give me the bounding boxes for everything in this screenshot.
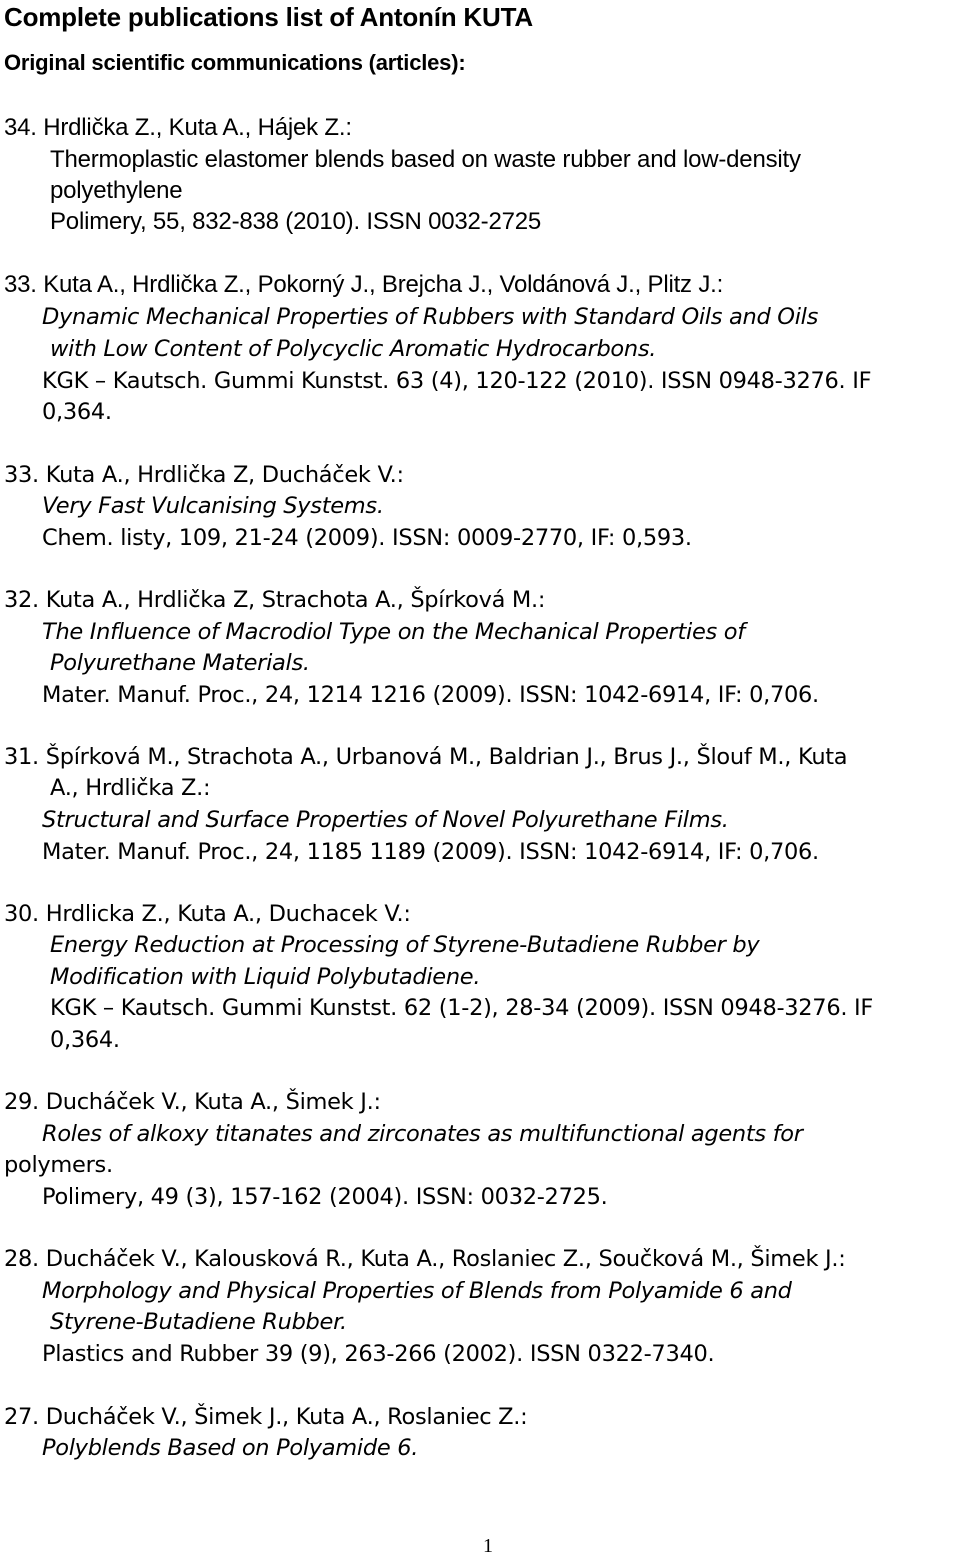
- section-heading: Original scientific communications (articles):: [4, 50, 466, 75]
- publication-title: Morphology and Physical Properties of Blends from Polyamide 6 and: [42, 1278, 792, 1304]
- publication-source: KGK – Kautsch. Gummi Kunstst. 63 (4), 120-122 (2010). ISSN 0948-3276. IF: [42, 368, 872, 394]
- publication-title: with Low Content of Polycyclic Aromatic Hydrocarbons.: [50, 336, 657, 362]
- publication-authors: 31. Špírková M., Strachota A., Urbanová M., Baldrian J., Brus J., Šlouf M., Kuta: [4, 744, 848, 770]
- publication-title: Energy Reduction at Processing of Styrene-Butadiene Rubber by: [50, 932, 760, 958]
- publication-authors: A., Hrdlička Z.:: [50, 775, 211, 801]
- publication-source: Polimery, 49 (3), 157-162 (2004). ISSN: 0032-2725.: [42, 1184, 608, 1210]
- publication-title: Polyblends Based on Polyamide 6.: [42, 1435, 419, 1461]
- publication-source: 0,364.: [50, 1027, 120, 1053]
- publication-authors: 33. Kuta A., Hrdlička Z., Pokorný J., Brejcha J., Voldánová J., Plitz J.:: [4, 271, 724, 298]
- publication-title: Styrene-Butadiene Rubber.: [50, 1309, 347, 1335]
- publication-title: polymers.: [4, 1152, 113, 1178]
- publication-title: Polyurethane Materials.: [50, 650, 310, 676]
- publication-authors: 30. Hrdlicka Z., Kuta A., Duchacek V.:: [4, 901, 411, 927]
- publication-authors: 34. Hrdlička Z., Kuta A., Hájek Z.:: [4, 114, 352, 141]
- publication-title: polyethylene: [50, 177, 183, 204]
- publication-authors: 29. Ducháček V., Kuta A., Šimek J.:: [4, 1089, 381, 1115]
- page-heading: Complete publications list of Antonín KUTA: [4, 2, 533, 32]
- publication-source: Polimery, 55, 832-838 (2010). ISSN 0032-2725: [50, 208, 542, 235]
- page-number: 1: [483, 1535, 493, 1557]
- publication-authors: 32. Kuta A., Hrdlička Z, Strachota A., Špírková M.:: [4, 587, 546, 613]
- publication-title: The Influence of Macrodiol Type on the Mechanical Properties of: [42, 619, 745, 645]
- publication-authors: 33. Kuta A., Hrdlička Z, Ducháček V.:: [4, 462, 404, 488]
- publication-source: Mater. Manuf. Proc., 24, 1185 1189 (2009). ISSN: 1042-6914, IF: 0,706.: [42, 839, 819, 865]
- publication-source: 0,364.: [42, 399, 112, 425]
- publication-title: Roles of alkoxy titanates and zirconates as multifunctional agents for: [42, 1121, 803, 1147]
- publication-authors: 28. Ducháček V., Kalousková R., Kuta A., Roslaniec Z., Součková M., Šimek J.:: [4, 1246, 846, 1272]
- publication-title: Structural and Surface Properties of Novel Polyurethane Films.: [42, 807, 729, 833]
- publication-title: Very Fast Vulcanising Systems.: [42, 493, 384, 519]
- publication-title: Thermoplastic elastomer blends based on waste rubber and low-density: [50, 146, 801, 173]
- publication-authors: 27. Ducháček V., Šimek J., Kuta A., Roslaniec Z.:: [4, 1404, 528, 1430]
- publication-source: Chem. listy, 109, 21-24 (2009). ISSN: 0009-2770, IF: 0,593.: [42, 525, 692, 551]
- publication-source: Mater. Manuf. Proc., 24, 1214 1216 (2009). ISSN: 1042-6914, IF: 0,706.: [42, 682, 819, 708]
- publication-title: Dynamic Mechanical Properties of Rubbers with Standard Oils and Oils: [42, 304, 819, 330]
- publication-source: KGK – Kautsch. Gummi Kunstst. 62 (1-2), 28-34 (2009). ISSN 0948-3276. IF: [50, 995, 874, 1021]
- publication-title: Modification with Liquid Polybutadiene.: [50, 964, 481, 990]
- publication-source: Plastics and Rubber 39 (9), 263-266 (2002). ISSN 0322-7340.: [42, 1341, 715, 1367]
